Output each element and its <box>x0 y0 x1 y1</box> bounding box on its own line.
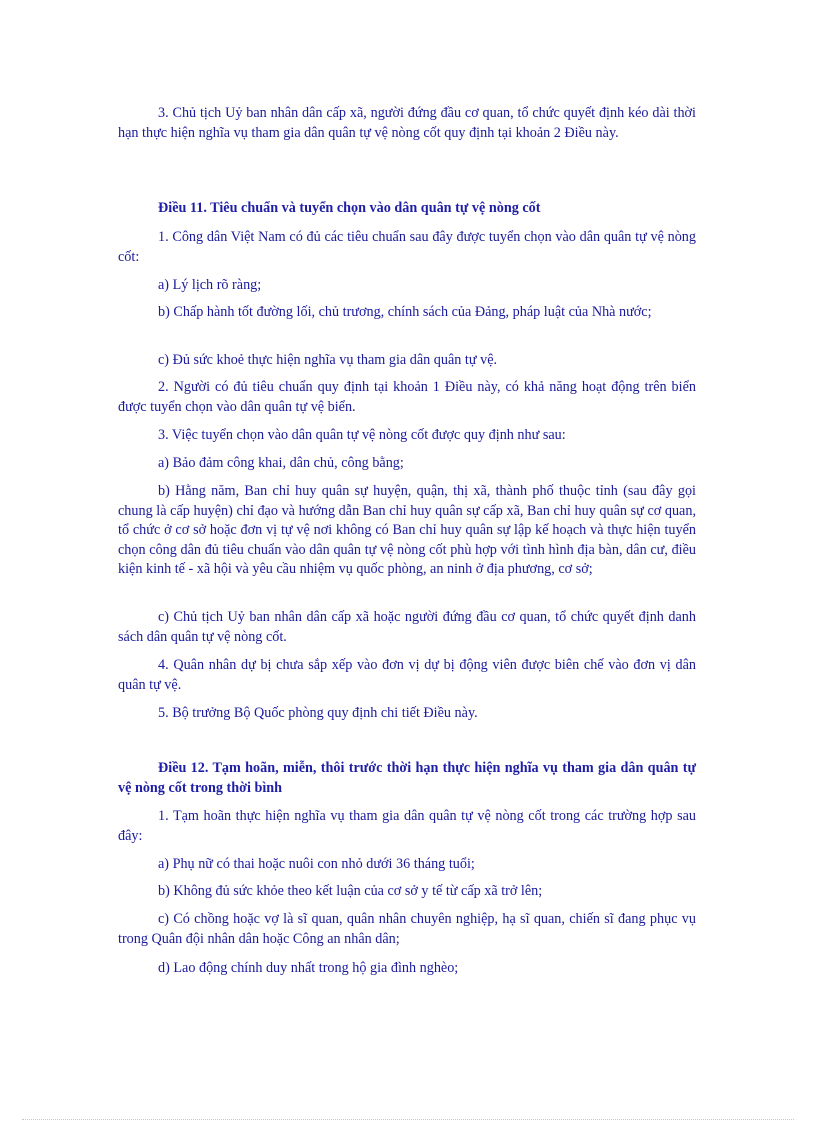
article-12-clause-1b: b) Không đủ sức khỏe theo kết luận của cơ sở y tế từ cấp xã trở lên; <box>158 883 543 899</box>
article-11-clause-3c: c) Chủ tịch Uỷ ban nhân dân cấp xã hoặc người đứng đầu cơ quan, tổ chức quyết định danh sách dân quân tự vệ nòng cốt. <box>118 609 696 645</box>
article-11-clause-1c: c) Đủ sức khoẻ thực hiện nghĩa vụ tham gia dân quân tự vệ. <box>158 352 498 368</box>
page-bottom-divider <box>22 1119 794 1120</box>
article-11-clause-1a: a) Lý lịch rõ ràng; <box>158 277 262 293</box>
article-11-clause-4: 4. Quân nhân dự bị chưa sắp xếp vào đơn vị dự bị động viên được biên chế vào đơn vị dân quân tự vệ. <box>118 657 696 693</box>
article-11-clause-3: 3. Việc tuyển chọn vào dân quân tự vệ nòng cốt được quy định như sau: <box>158 427 566 443</box>
article-11-heading: Điều 11. Tiêu chuẩn và tuyển chọn vào dân quân tự vệ nòng cốt <box>158 200 541 216</box>
article-12-clause-1a: a) Phụ nữ có thai hoặc nuôi con nhỏ dưới 36 tháng tuổi; <box>158 856 475 872</box>
article-11-clause-3b: b) Hằng năm, Ban chỉ huy quân sự huyện, quận, thị xã, thành phố thuộc tỉnh (sau đây gọi chung là cấp huyện) chỉ đạo và hướng dẫn Ban chỉ huy quân sự cấp xã, Ban chỉ huy quân sự cơ quan, tổ chức ở cơ sở hoặc đơn vị tự vệ nơi không có Ban chỉ huy quân sự lập kế hoạch và thực hiện tuyển chọn công dân đủ tiêu chuẩn vào dân quân tự vệ nòng cốt phù hợp với tình hình địa bàn, dân cư, điều kiện kinh tế - xã hội và yêu cầu nhiệm vụ quốc phòng, an ninh ở địa phương, cơ sở; <box>118 483 696 577</box>
article-12-clause-1: 1. Tạm hoãn thực hiện nghĩa vụ tham gia dân quân tự vệ nòng cốt trong các trường hợp sau đây: <box>118 808 696 844</box>
article-11-clause-5: 5. Bộ trưởng Bộ Quốc phòng quy định chi tiết Điều này. <box>158 705 478 721</box>
article-11-clause-1: 1. Công dân Việt Nam có đủ các tiêu chuẩn sau đây được tuyển chọn vào dân quân tự vệ nòng cốt: <box>118 229 696 265</box>
article-11-clause-3a: a) Bảo đảm công khai, dân chủ, công bằng; <box>158 455 404 471</box>
article-11-clause-1b: b) Chấp hành tốt đường lối, chủ trương, chính sách của Đảng, pháp luật của Nhà nước; <box>158 304 652 320</box>
article-12-clause-1c: c) Có chồng hoặc vợ là sĩ quan, quân nhân chuyên nghiệp, hạ sĩ quan, chiến sĩ đang phục vụ trong Quân đội nhân dân hoặc Công an nhân dân; <box>118 911 696 947</box>
article-11-clause-2: 2. Người có đủ tiêu chuẩn quy định tại khoản 1 Điều này, có khả năng hoạt động trên biển được tuyển chọn vào dân quân tự vệ biển. <box>118 379 696 415</box>
article-12-heading: Điều 12. Tạm hoãn, miễn, thôi trước thời hạn thực hiện nghĩa vụ tham gia dân quân tự vệ nòng cốt trong thời bình <box>118 760 696 796</box>
intro-clause: 3. Chủ tịch Uỷ ban nhân dân cấp xã, người đứng đầu cơ quan, tổ chức quyết định kéo dài thời hạn thực hiện nghĩa vụ tham gia dân quân tự vệ nòng cốt quy định tại khoản 2 Điều này. <box>118 105 696 141</box>
article-12-clause-1d: d) Lao động chính duy nhất trong hộ gia đình nghèo; <box>158 960 459 976</box>
